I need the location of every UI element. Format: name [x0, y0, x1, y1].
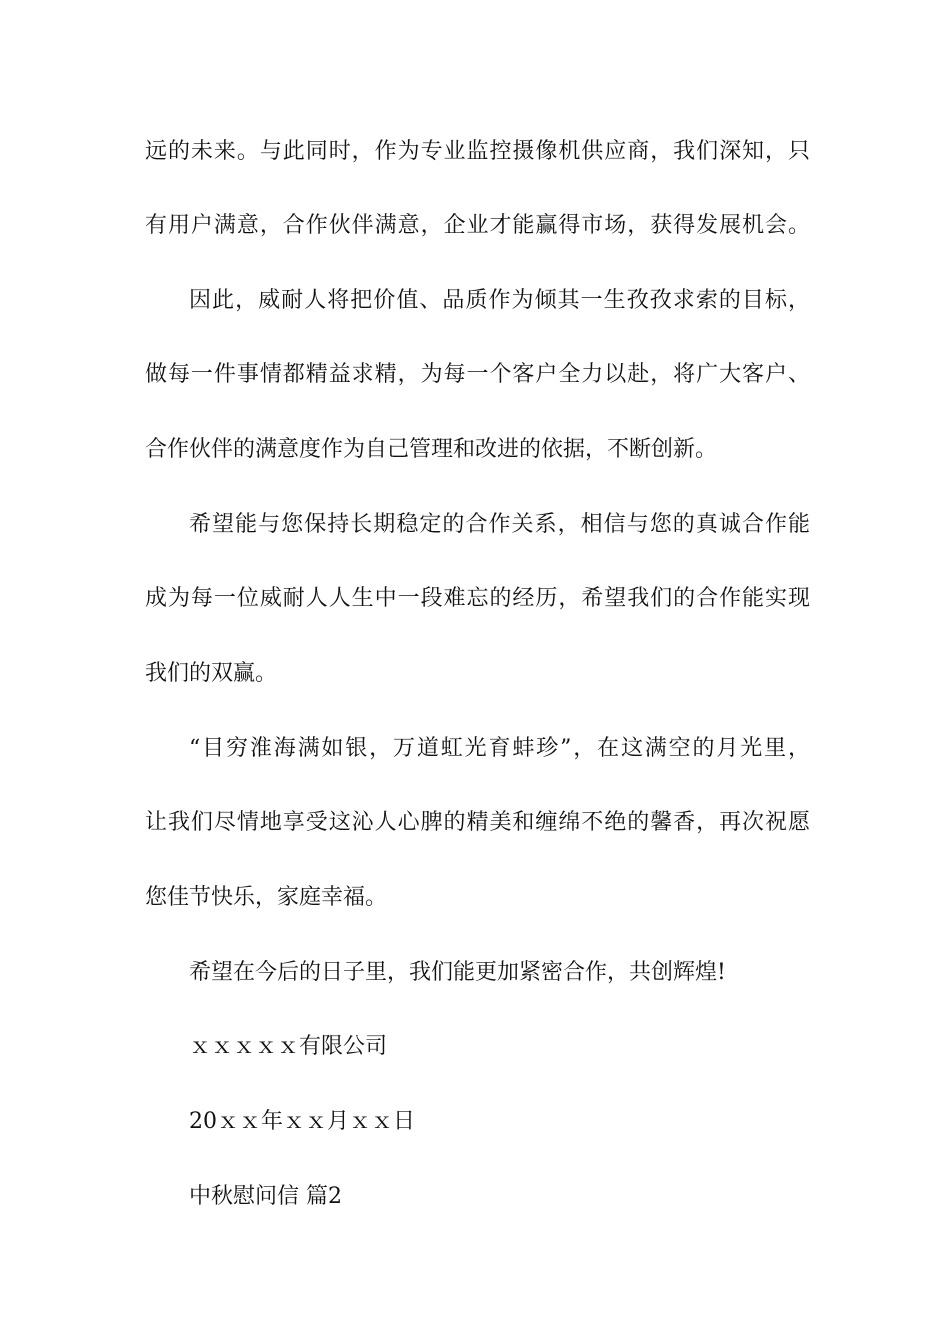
paragraph-line-10: 让我们尽情地享受这沁人心脾的精美和缠绵不绝的馨香，再次祝愿	[145, 810, 810, 835]
paragraph-line-7: 成为每一位威耐人人生中一段难忘的经历，希望我们的合作能实现	[145, 586, 810, 611]
paragraph-line-6: 希望能与您保持长期稳定的合作关系，相信与您的真诚合作能	[189, 512, 810, 537]
paragraph-line-1: 远的未来。与此同时，作为专业监控摄像机供应商，我们深知，只	[145, 139, 810, 164]
paragraph-line-12: 希望在今后的日子里，我们能更加紧密合作，共创辉煌!	[189, 960, 726, 985]
paragraph-line-2: 有用户满意，合作伙伴满意，企业才能赢得市场，获得发展机会。	[145, 213, 810, 238]
paragraph-line-5: 合作伙伴的满意度作为自己管理和改进的依据，不断创新。	[145, 437, 718, 462]
letter-date: 20ｘｘ年ｘｘ月ｘｘ日	[189, 1109, 415, 1134]
section-heading: 中秋慰问信 篇2	[189, 1184, 342, 1209]
paragraph-line-3: 因此，威耐人将把价值、品质作为倾其一生孜孜求索的目标，	[189, 288, 810, 313]
paragraph-line-8: 我们的双赢。	[145, 661, 278, 686]
paragraph-line-11: 您佳节快乐，家庭幸福。	[145, 885, 388, 910]
paragraph-line-4: 做每一件事情都精益求精，为每一个客户全力以赴，将广大客户、	[145, 362, 810, 387]
paragraph-line-9: “目穷淮海满如银，万道虹光育蚌珍”，在这满空的月光里，	[189, 736, 810, 761]
company-name: ｘｘｘｘｘ有限公司	[189, 1034, 388, 1059]
